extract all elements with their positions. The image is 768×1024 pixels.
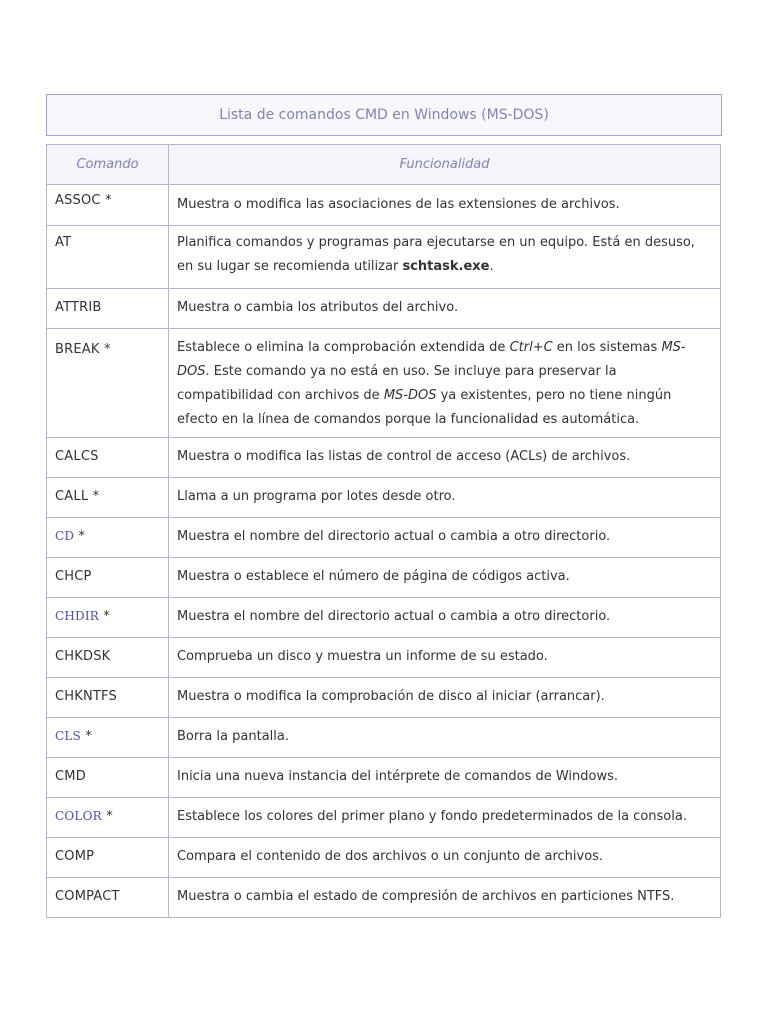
table-row: [47, 598, 721, 638]
command-name: COMP: [55, 849, 95, 864]
header-command: Comando: [47, 145, 169, 185]
description-text: . Este comando ya no está en uso. Se incluye para preservar la compatibilidad con archivos de: [177, 364, 617, 403]
command-cell: [47, 718, 169, 758]
table-row: [47, 798, 721, 838]
command-star: *: [103, 342, 111, 357]
table-row: [47, 478, 721, 518]
command-cell: [47, 638, 169, 678]
table-row: [47, 289, 721, 329]
command-cell: [47, 678, 169, 718]
table-row: [47, 558, 721, 598]
command-link-cls[interactable]: CLS: [55, 729, 81, 743]
table-row: [47, 838, 721, 878]
command-name: CMD: [55, 769, 86, 784]
table-row: [47, 438, 721, 478]
command-cell: [47, 558, 169, 598]
description-cell: Muestra o modifica la comprobación de disco al iniciar (arrancar).: [169, 678, 721, 718]
description-cell: Llama a un programa por lotes desde otro.: [169, 478, 721, 518]
command-cell: [47, 438, 169, 478]
description-italic-text: MS-DOS: [177, 340, 686, 379]
command-star: *: [78, 529, 86, 544]
description-cell: [169, 329, 721, 438]
description-cell: Muestra el nombre del directorio actual o cambia a otro directorio.: [169, 518, 721, 558]
command-cell: [47, 838, 169, 878]
command-star: *: [103, 609, 111, 624]
header-function: Funcionalidad: [169, 145, 721, 185]
description-text: Establece o elimina la comprobación extendida de: [177, 340, 510, 355]
command-cell: [47, 598, 169, 638]
table-row: [47, 758, 721, 798]
table-row: [47, 638, 721, 678]
command-cell: [47, 226, 169, 289]
table-row: [47, 329, 721, 438]
command-name: AT: [55, 235, 72, 250]
command-name: ATTRIB: [55, 300, 102, 315]
description-bold-text: schtask.exe: [402, 259, 490, 274]
command-star: *: [92, 489, 100, 504]
command-cell: [47, 289, 169, 329]
description-cell: Muestra o cambia el estado de compresión de archivos en particiones NTFS.: [169, 878, 721, 918]
command-star: *: [105, 193, 112, 208]
description-cell: Inicia una nueva instancia del intérprete de comandos de Windows.: [169, 758, 721, 798]
table-row: [47, 678, 721, 718]
description-text: .: [489, 259, 494, 274]
description-cell: Establece los colores del primer plano y fondo predeterminados de la consola.: [169, 798, 721, 838]
description-cell: Muestra o establece el número de página de códigos activa.: [169, 558, 721, 598]
description-cell: Borra la pantalla.: [169, 718, 721, 758]
command-name: BREAK: [55, 342, 100, 357]
command-name: CALCS: [55, 449, 99, 464]
description-cell: Muestra o modifica las listas de control de acceso (ACLs) de archivos.: [169, 438, 721, 478]
description-cell: Muestra o modifica las asociaciones de las extensiones de archivos.: [169, 185, 721, 226]
command-star: *: [85, 729, 93, 744]
command-cell: [47, 329, 169, 438]
table-header-row: [47, 145, 721, 185]
description-cell: Muestra o cambia los atributos del archivo.: [169, 289, 721, 329]
command-link-color[interactable]: COLOR: [55, 809, 102, 823]
command-cell: [47, 758, 169, 798]
description-text: en los sistemas: [552, 340, 662, 355]
commands-table: [46, 144, 721, 918]
command-cell: [47, 798, 169, 838]
command-name: CALL: [55, 489, 89, 504]
commands-document: [46, 94, 722, 918]
command-name: CHKNTFS: [55, 689, 117, 704]
description-cell: [169, 226, 721, 289]
table-row: [47, 185, 721, 226]
description-italic-text: Ctrl+C: [509, 340, 553, 355]
description-cell: Comprueba un disco y muestra un informe de su estado.: [169, 638, 721, 678]
command-cell: [47, 518, 169, 558]
command-name: ASSOC: [55, 193, 101, 208]
description-cell: Compara el contenido de dos archivos o un conjunto de archivos.: [169, 838, 721, 878]
description-text: ya existentes, pero no tiene ningún efecto en la línea de comandos porque la funcionalidad es automática.: [177, 388, 672, 427]
table-row: [47, 518, 721, 558]
table-row: [47, 878, 721, 918]
table-row: [47, 718, 721, 758]
description-cell: Muestra el nombre del directorio actual o cambia a otro directorio.: [169, 598, 721, 638]
table-title: Lista de comandos CMD en Windows (MS-DOS): [219, 107, 549, 123]
table-row: [47, 226, 721, 289]
command-star: *: [106, 809, 113, 824]
command-cell: [47, 878, 169, 918]
command-link-chdir[interactable]: CHDIR: [55, 609, 100, 623]
command-cell: [47, 478, 169, 518]
command-cell: [47, 185, 169, 226]
command-name: CHKDSK: [55, 649, 111, 664]
command-name: COMPACT: [55, 889, 120, 904]
command-link-cd[interactable]: CD: [55, 529, 75, 543]
command-name: CHCP: [55, 569, 92, 584]
table-title-box: [46, 94, 722, 136]
description-text: Planifica comandos y programas para ejecutarse en un equipo. Está en desuso, en su lugar se recomienda utilizar: [177, 235, 695, 274]
description-italic-text: MS-DOS: [383, 388, 437, 403]
